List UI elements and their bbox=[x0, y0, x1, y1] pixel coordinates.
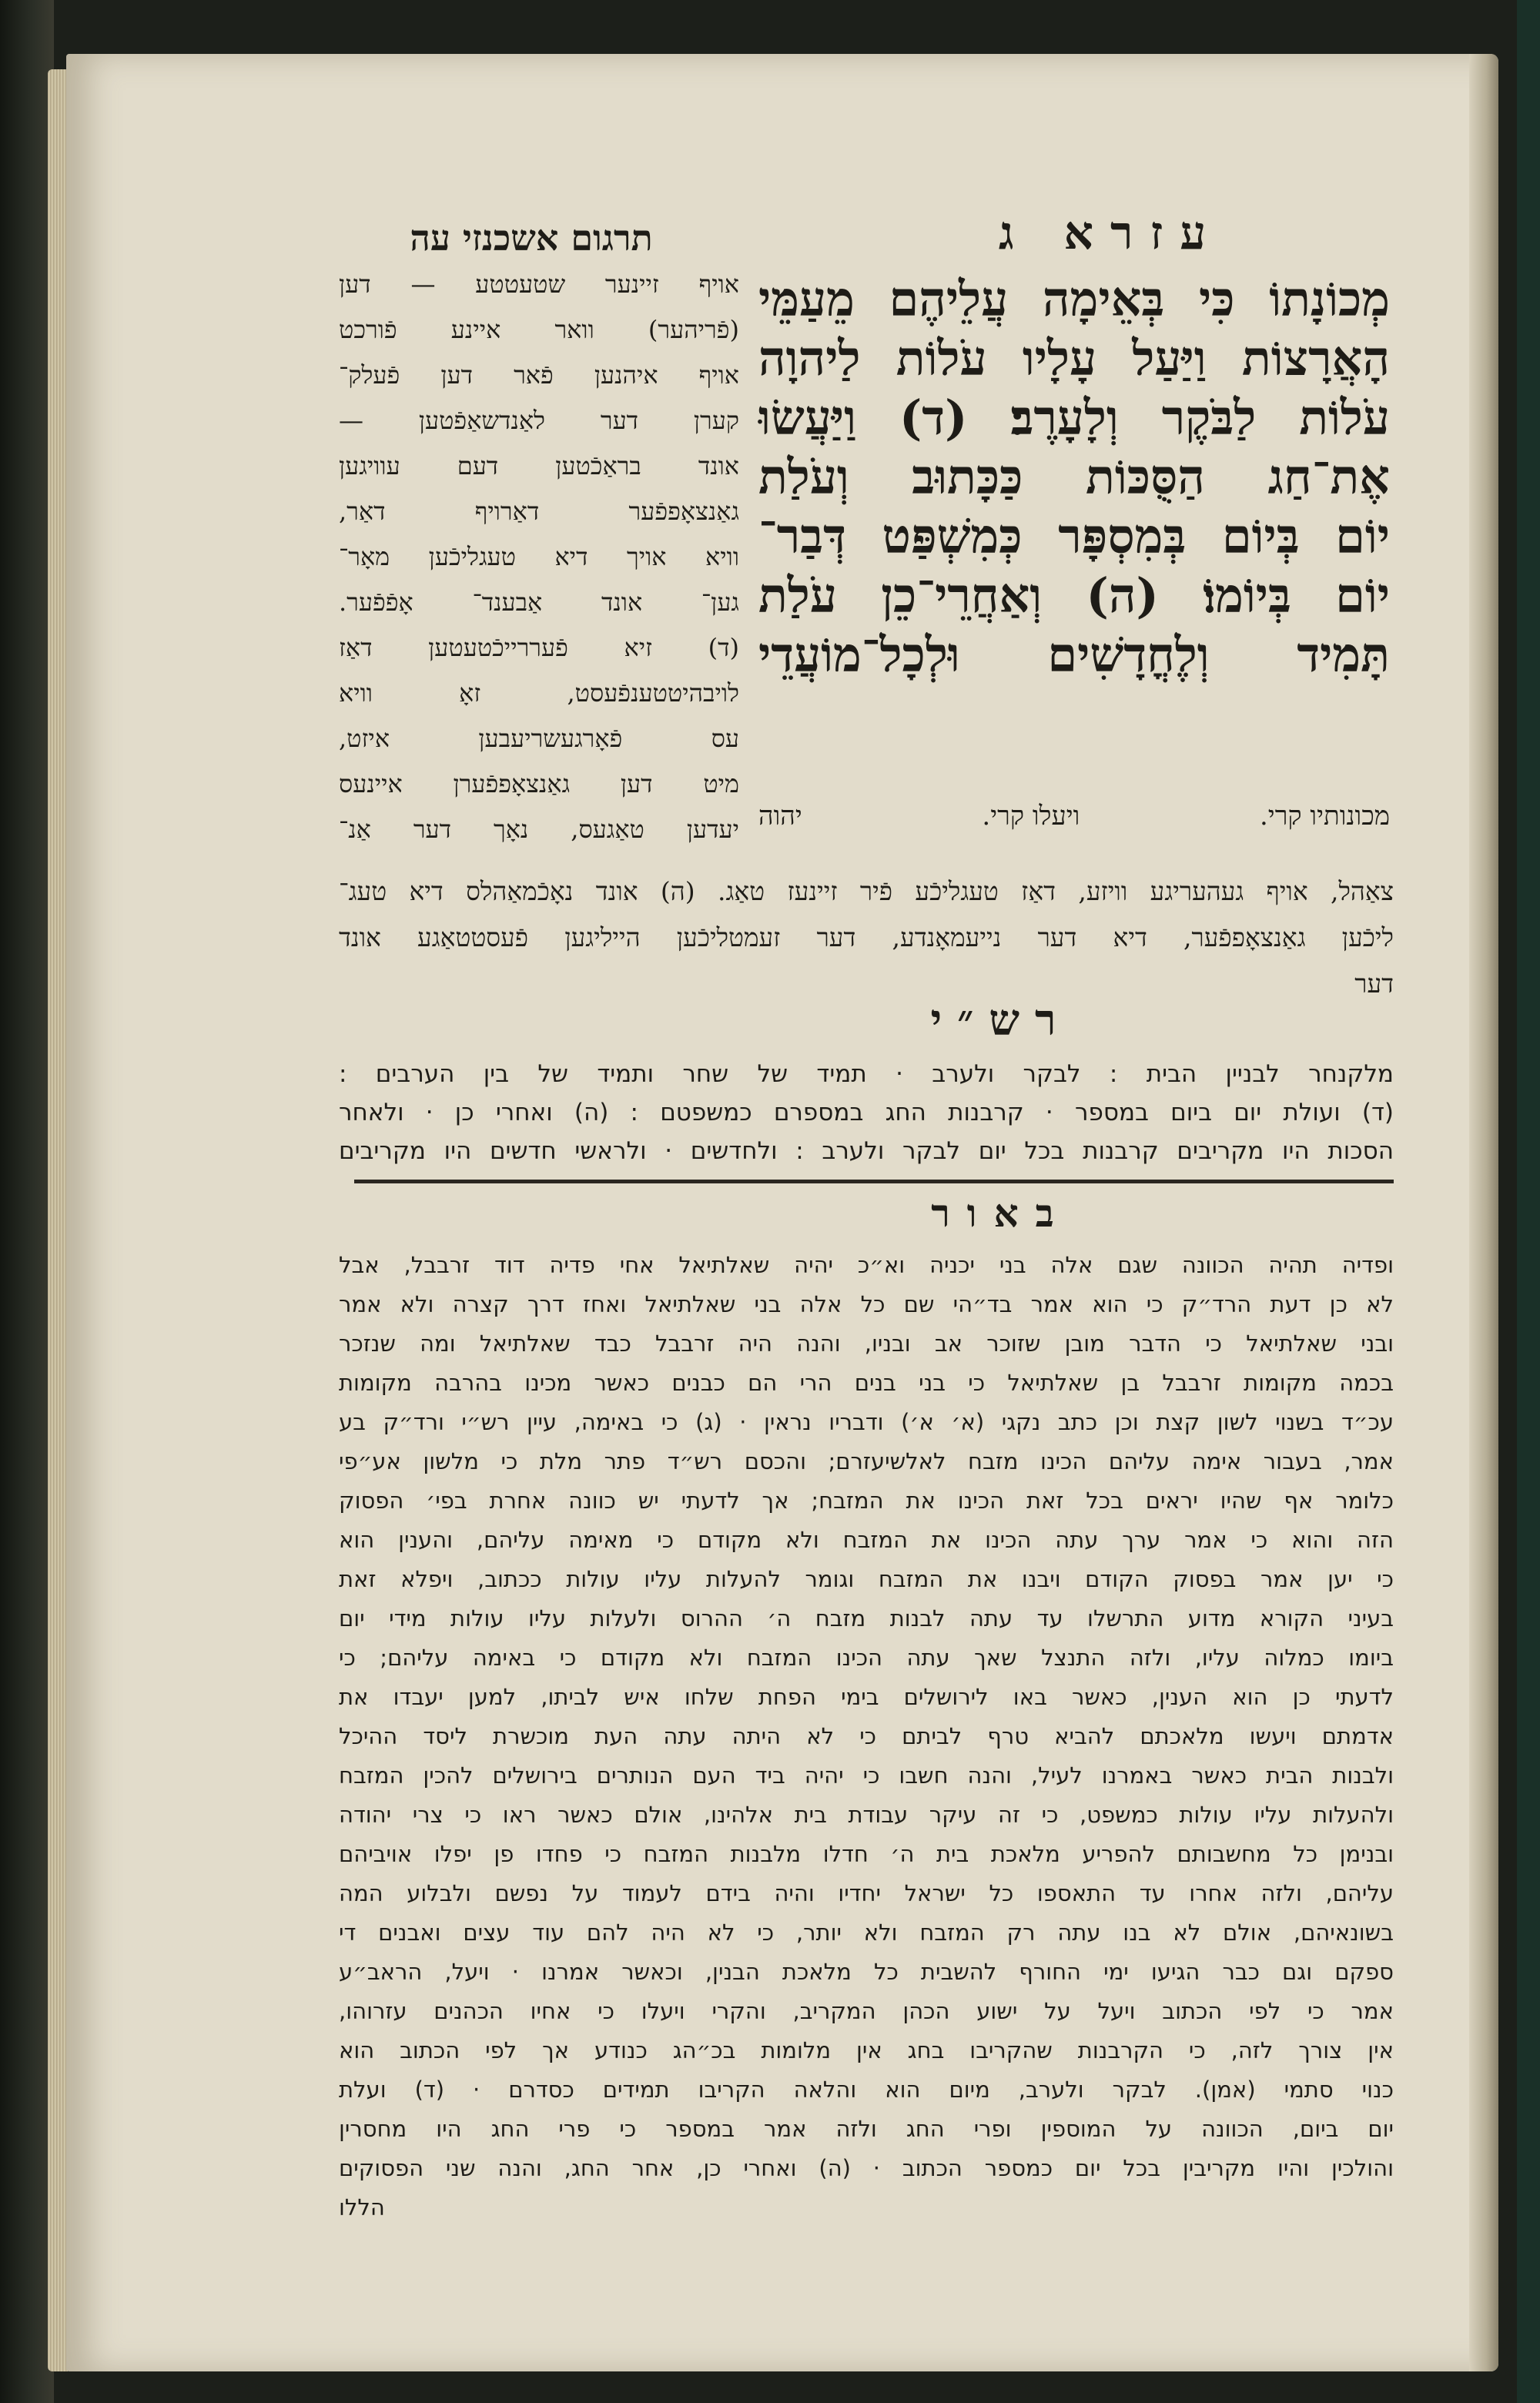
verse-line: יוֹם בְּיוֹם בְּמִסְפָּר כְּמִשְׁפַּט דְּבַר־ bbox=[758, 508, 1390, 564]
book-header: עזרא ג bbox=[998, 206, 1224, 260]
targum-line: יעדען טאַגעס, נאָך דער אַנ־ bbox=[339, 815, 739, 844]
biur-commentary bbox=[339, 1246, 1394, 2227]
masorah-note: ויעלו קרי. bbox=[982, 801, 1080, 832]
biur-line: ובני שאלתיאל כי הדבר מובן שזוכר אב ובניו, והנה היה זרבבל כבד שאלתיאל ומה שנזכר bbox=[339, 1330, 1394, 1357]
targum-line: דער bbox=[1354, 969, 1394, 999]
targum-line: לויבהיטטענפֿעסט, זאָ וויא bbox=[339, 678, 739, 708]
biur-line: ובנימן כל מחשבותם להפריע מלאכת בית ה׳ חדלו מלבנות המזבח כי פחדו פן יפלו אויביהם bbox=[339, 1841, 1394, 1867]
section-divider bbox=[354, 1180, 1394, 1183]
verse-line: מְכוֹנָתוֹ כִּי בְּאֵימָה עֲלֵיהֶם מֵעַמֵּי bbox=[758, 271, 1390, 327]
rashi-title: רש״י bbox=[930, 995, 1072, 1046]
rashi-line: הסכות היו מקריבים קרבנות בכל יום לבקר ולערב : ולחדשים · ולראשי חדשים היו מקריבים bbox=[339, 1137, 1394, 1165]
targum-line: אונד בראַכֿטען דעם עוויגען bbox=[339, 451, 739, 480]
targum-line: וויא אויך דיא טעגליכֿען מאָר־ bbox=[339, 542, 739, 571]
biur-line: בכמה מקומות זרבבל בן שאלתיאל כי בני בנים הרי הם כבנים כאשר מכינו בהרבה מקומות bbox=[339, 1370, 1394, 1396]
book-spine-right bbox=[1517, 0, 1540, 2403]
biur-line: ביומו כמלוה עליו, ולזה התנצל שאך עתה הכינו המזבח ולא מקודם כי באימה עליהם; כי bbox=[339, 1645, 1394, 1671]
verse-line: הָאֲרָצוֹת וַיַּעַל עָלָיו עֹלוֹת לַיהוָה bbox=[758, 330, 1390, 387]
biur-line: כלומר אף שהיו יראים בכל זאת הכינו את המזבח; אך לדעתי יש כוונה אחרת בפי׳ הפסוק bbox=[339, 1488, 1394, 1514]
targum-column bbox=[339, 262, 739, 852]
biur-line: ספקם וגם כבר הגיעו ימי החורף להשבית כל מלאכת הבנין, וכאשר אמרנו · ויעל, הראב״ע bbox=[339, 1959, 1394, 1985]
rashi-line: מלקנחר לבניין הבית : לבקר ולערב · תמיד של שחר ותמיד של בין הערבים : bbox=[339, 1060, 1394, 1088]
catchword: הללו bbox=[339, 2194, 385, 2221]
targum-line: אויף איהנען פֿאר דען פֿעלק־ bbox=[339, 360, 739, 390]
targum-line: עס פֿאָרגעשריעבען איזט, bbox=[339, 724, 739, 753]
masorah-notes bbox=[758, 801, 1390, 832]
verse-line: עֹלוֹת לַבֹּקֶר וְלָעָרֶב׃ (ד) וַיַּעֲשׂוּ bbox=[758, 390, 1390, 446]
book-spine-left bbox=[0, 0, 54, 2403]
verse-line: תָּמִיד וְלֶחֳדָשִׁים וּלְכָל־מוֹעֲדֵי bbox=[758, 627, 1390, 683]
biur-line: אמר, בעבור אימה עליהם הכינו מזבח לאלשיעזרם; והכסם רש״ד פתר מלת כי מלשון אע״פי bbox=[339, 1448, 1394, 1474]
biur-title: באור bbox=[931, 1190, 1071, 1236]
targum-line: (ד) זיא פֿעררייכֿטעטען דאַז bbox=[339, 633, 739, 662]
biur-line: כי יען אמר בפסוק הקודם ויבנו את המזבח וגומר להעלות עליו עולות ככתוב, ויפלא זאת bbox=[339, 1566, 1394, 1592]
biur-line: ולבנות הבית כאשר באמרנו לעיל, והנה חשבו כי יהיה ביד העם הנותרים בירושלים להכין המזבח bbox=[339, 1762, 1394, 1789]
targum-line: מיט דען גאַנצאָפפֿערן איינעס bbox=[339, 769, 739, 798]
biur-line: ולהעלות עליו עולות כמשפט, כי זה עיקר עבודת בית אלהינו, אולם כאשר ראו כי צרי יהודה bbox=[339, 1802, 1394, 1828]
biur-line: אין צורך לזה, כי הקרבנות שהקריבו בחג אין מלומות בכ״הג כנודע אך לפי הכתוב הוא bbox=[339, 2037, 1394, 2063]
targum-line: אויף זיינער שטעטטע — דען bbox=[339, 269, 739, 299]
biur-line: יום ביום, הכוונה על המוספין ופרי החג ולזה אמר במספר כי פרי החג היו מחסרין bbox=[339, 2116, 1394, 2142]
biur-line: לדעתי כן הוא הענין, כאשר באו לירושלים בימי הפחת שלחו איש לביתו, למען יעבדו את bbox=[339, 1684, 1394, 1710]
masorah-note: מכונותיו קרי. bbox=[1259, 801, 1390, 832]
biur-line: עכ״ד בשנוי לשון קצת וכן כתב נקגי (א׳ א׳) ודבריו נראין · (ג) כי באימה, עיין רש״י ורד״ק בע bbox=[339, 1409, 1394, 1435]
verse-line: יוֹם בְּיוֹמוֹ׃ (ה) וְאַחֲרֵי־כֵן עֹלַת bbox=[758, 567, 1390, 624]
biur-line: אמר כי לפי הכתוב ויעל על ישוע הכהן המקריב, והקרי ויעלו כי אחיו הכהנים עזרוהו, bbox=[339, 1998, 1394, 2024]
page-edges bbox=[48, 69, 68, 2371]
masorah-note: יהוה bbox=[758, 801, 802, 832]
targum-line: קערן דער לאַנדשאַפֿטען — bbox=[339, 406, 739, 435]
targum-continuation bbox=[339, 868, 1394, 1007]
verse-line: אֶת־חַג הַסֻּכּוֹת כַּכָּתוּב וְעֹלַת bbox=[758, 449, 1390, 505]
targum-line: גאַנצאָפפֿער דאַרויף דאַר, bbox=[339, 497, 739, 526]
targum-line: ליכֿען גאַנצאָפפֿער, דיא דער נייעמאָנדע, דער זעמטליכֿען הייליגען פֿעסטטאַגע אונד bbox=[339, 922, 1394, 952]
rashi-commentary bbox=[339, 1055, 1394, 1170]
targum-header: תרגום אשכנזי עה bbox=[410, 217, 653, 259]
biur-line: עליהם, ולזה אחרו עד התאספו כל ישראל יחדיו והיה בידם לעמוד על נפשם ולבלוע המה bbox=[339, 1880, 1394, 1906]
rashi-line: (ד) ועולת יום ביום במספר · קרבנות החג במספרם כמשפטם : (ה) ואחרי כן · ולאחר bbox=[339, 1099, 1394, 1126]
biur-line: והולכין והיו מקריבין בכל יום כמספר הכתוב · (ה) ואחרי כן, אחר החג, והנה שני הפסוקים bbox=[339, 2155, 1394, 2181]
targum-line: גען־ אונד אַבענד־ אָפֿפֿער. bbox=[339, 587, 739, 617]
targum-line: צאַהל, אויף געהעריגע וויזע, דאַז טעגליכֿע פֿיר זיינעז טאַג. (ה) אונד נאָכֿמאַהלס דיא טעג־ bbox=[339, 876, 1394, 906]
page-gutter bbox=[1469, 54, 1498, 2371]
targum-line: (פֿריהער) וואר איינע פֿורכט bbox=[339, 315, 739, 344]
biur-line: הזה והוא כי אמר ערך עתה הכינו את המזבח ולא מקודם כי מאימה עליהם, והענין הוא bbox=[339, 1527, 1394, 1553]
scripture-block bbox=[758, 269, 1390, 684]
biur-line: בשונאיהם, אולם לא בנו עתה רק המזבח ולא יותר, כי לא היה להם עוד עצים ואבנים די bbox=[339, 1919, 1394, 1946]
biur-line: כנוי סתמי (אמן). לבקר ולערב, מיום הוא והלאה הקריבו תמידים כסדרם · (ד) ועלת bbox=[339, 2077, 1394, 2103]
biur-line: ופדיה תהיה הכוונה שגם אלה בני יכניה וא״כ יהיה שאלתיאל אחי פדיה דוד זרבבל, אבל bbox=[339, 1252, 1394, 1278]
biur-line: לא כן דעת הרד״ק כי הוא אמר בד״הי שם כל אלה בני שאלתיאל ואחז דרך קצרה ולא אמר bbox=[339, 1291, 1394, 1317]
biur-line: בעיני הקורא מדוע התרשלו עד עתה לבנות מזבח ה׳ ההרוס ולעלות עליו עולות מידי יום bbox=[339, 1605, 1394, 1632]
biur-line: אדמתם ויעשו מלאכתם להביא טרף לביתם כי לא היתה עתה העת מוכשרת ליסד ההיכל bbox=[339, 1723, 1394, 1749]
